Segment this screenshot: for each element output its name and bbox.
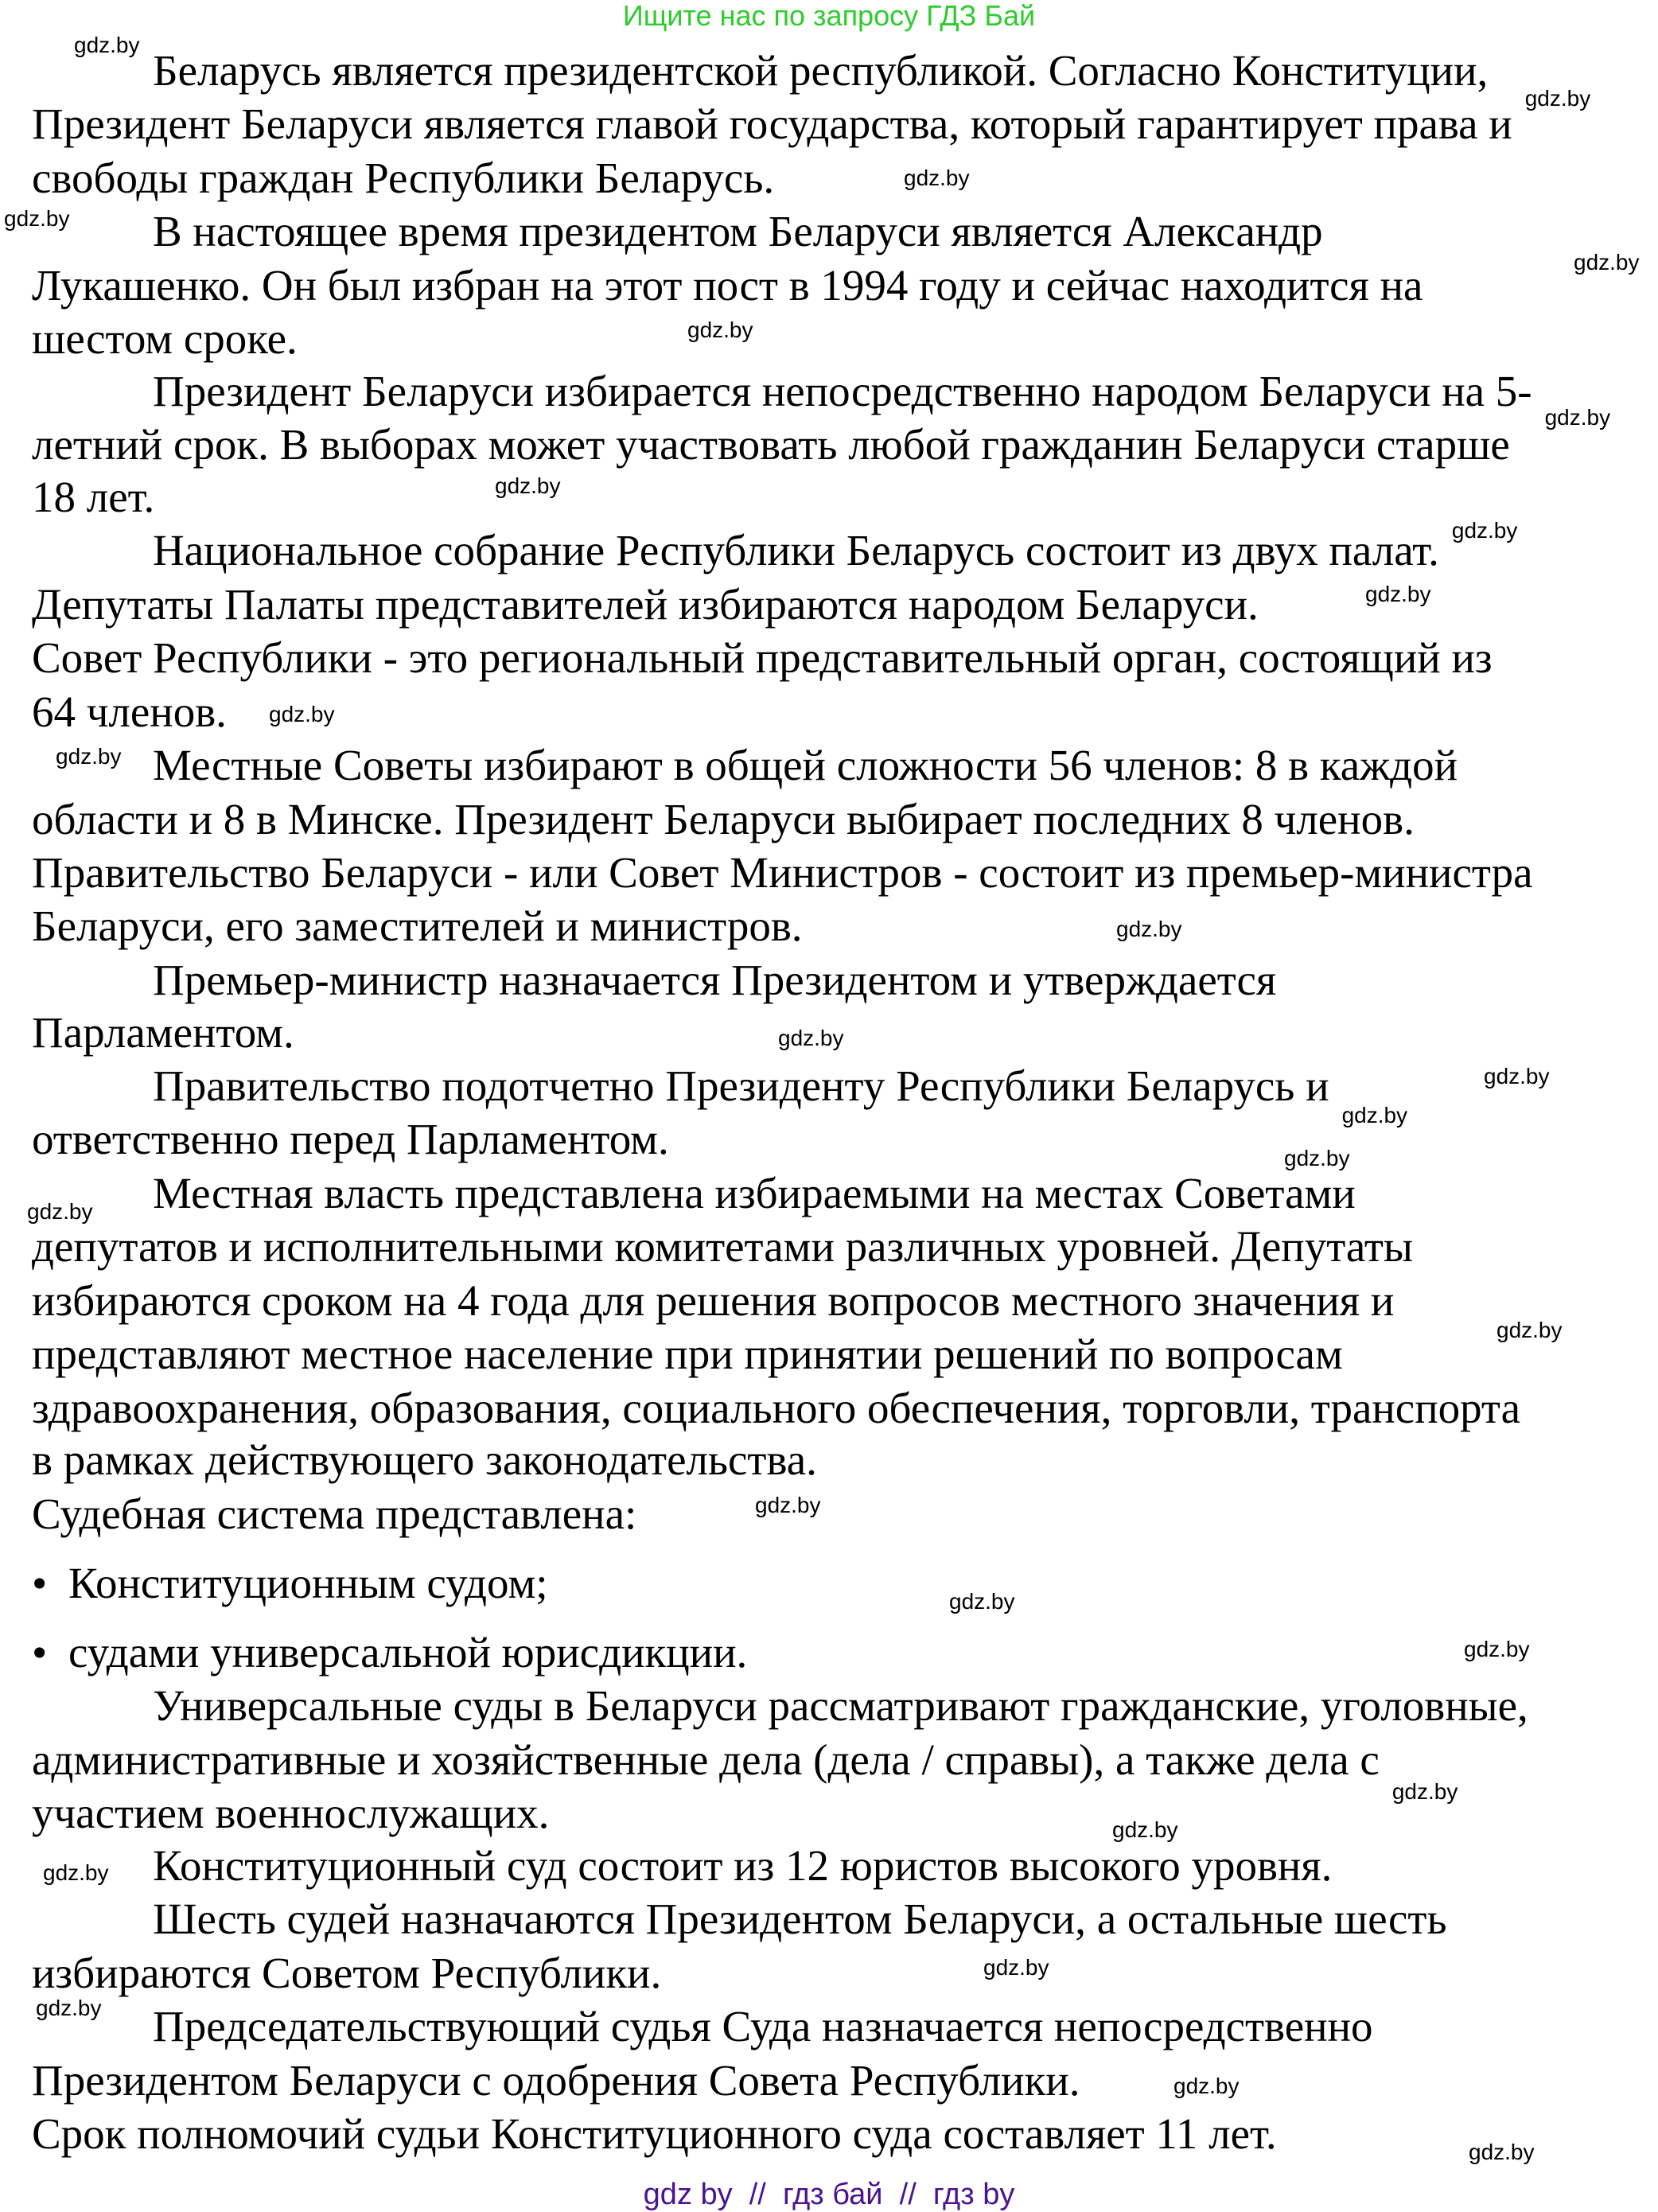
search-banner[interactable]: Ищите нас по запросу ГДЗ Бай (622, 0, 1036, 32)
watermark: gdz.by (269, 702, 335, 726)
watermark: gdz.by (74, 33, 140, 57)
watermark: gdz.by (778, 1026, 844, 1050)
text-line: Универсальные суды в Беларуси рассматривают гражданские, уголовные, (153, 1681, 1528, 1731)
text-line: Председательствующий судья Суда назначается непосредственно (153, 2002, 1373, 2051)
text-line: Парламентом. (32, 1007, 294, 1057)
bullet-icon: • (32, 1627, 48, 1677)
text-line: Президент Беларуси избирается непосредственно народом Беларуси на 5- (153, 366, 1532, 415)
text-line: свободы граждан Республики Беларусь. (32, 153, 775, 202)
watermark: gdz.by (1464, 1637, 1530, 1661)
watermark: gdz.by (949, 1589, 1015, 1614)
watermark: gdz.by (36, 1996, 102, 2020)
footer-links[interactable]: gdz by // гдз бай // гдз by (643, 2178, 1015, 2211)
text-line: Депутаты Палаты представителей избираются народом Беларуси. (32, 579, 1259, 629)
text-line: представляют местное население при принятии решений по вопросам (32, 1330, 1343, 1379)
text-line: В настоящее время президентом Беларуси является Александр (153, 207, 1323, 256)
watermark: gdz.by (1544, 405, 1611, 430)
text-line: ответственно перед Парламентом. (32, 1115, 669, 1164)
watermark: gdz.by (755, 1493, 821, 1517)
text-line: административные и хозяйственные дела (дела / справы), а также дела с (32, 1735, 1380, 1784)
text-line: избираются Советом Республики. (32, 1948, 662, 1997)
text-line: Местная власть представлена избираемыми на местах Советами (153, 1168, 1356, 1217)
text-line: Беларуси, его заместителей и министров. (32, 902, 803, 951)
bullet-icon: • (32, 1558, 48, 1607)
watermark: gdz.by (1496, 1318, 1563, 1342)
bullet-item-text: судами универсальной юрисдикции. (68, 1627, 748, 1677)
text-line: 18 лет. (32, 472, 155, 521)
text-line: Местные Советы избирают в общей сложности 56 членов: 8 в каждой (153, 741, 1458, 790)
text-line: Судебная система представлена: (32, 1489, 637, 1538)
watermark: gdz.by (1341, 1103, 1408, 1127)
watermark: gdz.by (904, 166, 970, 190)
watermark: gdz.by (1484, 1064, 1550, 1088)
text-line: Шесть судей назначаются Президентом Беларуси, а остальные шесть (153, 1895, 1447, 1944)
text-line: Премьер-министр назначается Президентом и утверждается (153, 955, 1277, 1004)
watermark: gdz.by (56, 744, 122, 769)
watermark: gdz.by (4, 206, 70, 231)
text-line: Конституционный суд состоит из 12 юристов высокого уровня. (153, 1840, 1333, 1890)
text-line: в рамках действующего законодательства. (32, 1435, 817, 1485)
text-line: шестом сроке. (32, 314, 298, 363)
watermark: gdz.by (1284, 1146, 1350, 1170)
watermark: gdz.by (27, 1199, 93, 1224)
text-line: Правительство Беларуси - или Совет Министров - состоит из премьер-министра (32, 847, 1533, 897)
watermark: gdz.by (1469, 2140, 1535, 2164)
watermark: gdz.by (1391, 1779, 1458, 1804)
watermark: gdz.by (1116, 917, 1182, 941)
text-line: Правительство подотчетно Президенту Республики Беларусь и (153, 1061, 1329, 1110)
watermark: gdz.by (687, 317, 753, 342)
watermark: gdz.by (43, 1860, 109, 1885)
watermark: gdz.by (1524, 86, 1591, 111)
text-line: Совет Республики - это региональный представительный орган, состоящий из (32, 633, 1493, 683)
text-line: депутатов и исполнительными комитетами различных уровней. Депутаты (32, 1222, 1413, 1272)
watermark: gdz.by (1574, 250, 1640, 275)
text-line: Президентом Беларуси с одобрения Совета Республики. (32, 2055, 1080, 2105)
text-line: участием военнослужащих. (32, 1789, 550, 1838)
text-line: области и 8 в Минске. Президент Беларуси выбирает последних 8 членов. (32, 794, 1415, 843)
watermark: gdz.by (1112, 1817, 1178, 1842)
text-line: летний срок. В выборах может участвовать любой гражданин Беларуси старше (32, 420, 1510, 469)
watermark: gdz.by (983, 1955, 1049, 1980)
text-line: избираются сроком на 4 года для решения вопросов местного значения и (32, 1275, 1395, 1325)
text-line: Национальное собрание Республики Беларусь состоит из двух палат. (153, 526, 1439, 575)
watermark: gdz.by (495, 473, 561, 498)
text-line: Беларусь является президентской республикой. Согласно Конституции, (153, 45, 1489, 95)
text-line: 64 членов. (32, 687, 227, 736)
watermark: gdz.by (1173, 2074, 1240, 2098)
bullet-item-text: Конституционным судом; (68, 1558, 548, 1607)
text-line: Президент Беларуси является главой государства, который гарантирует права и (32, 99, 1512, 149)
text-line: Лукашенко. Он был избран на этот пост в 1994 году и сейчас находится на (32, 260, 1423, 310)
text-line: здравоохранения, образования, социального обеспечения, торговли, транспорта (32, 1383, 1521, 1432)
text-line: Срок полномочий судьи Конституционного суда составляет 11 лет. (32, 2109, 1277, 2159)
watermark: gdz.by (1451, 518, 1518, 543)
watermark: gdz.by (1365, 582, 1431, 606)
